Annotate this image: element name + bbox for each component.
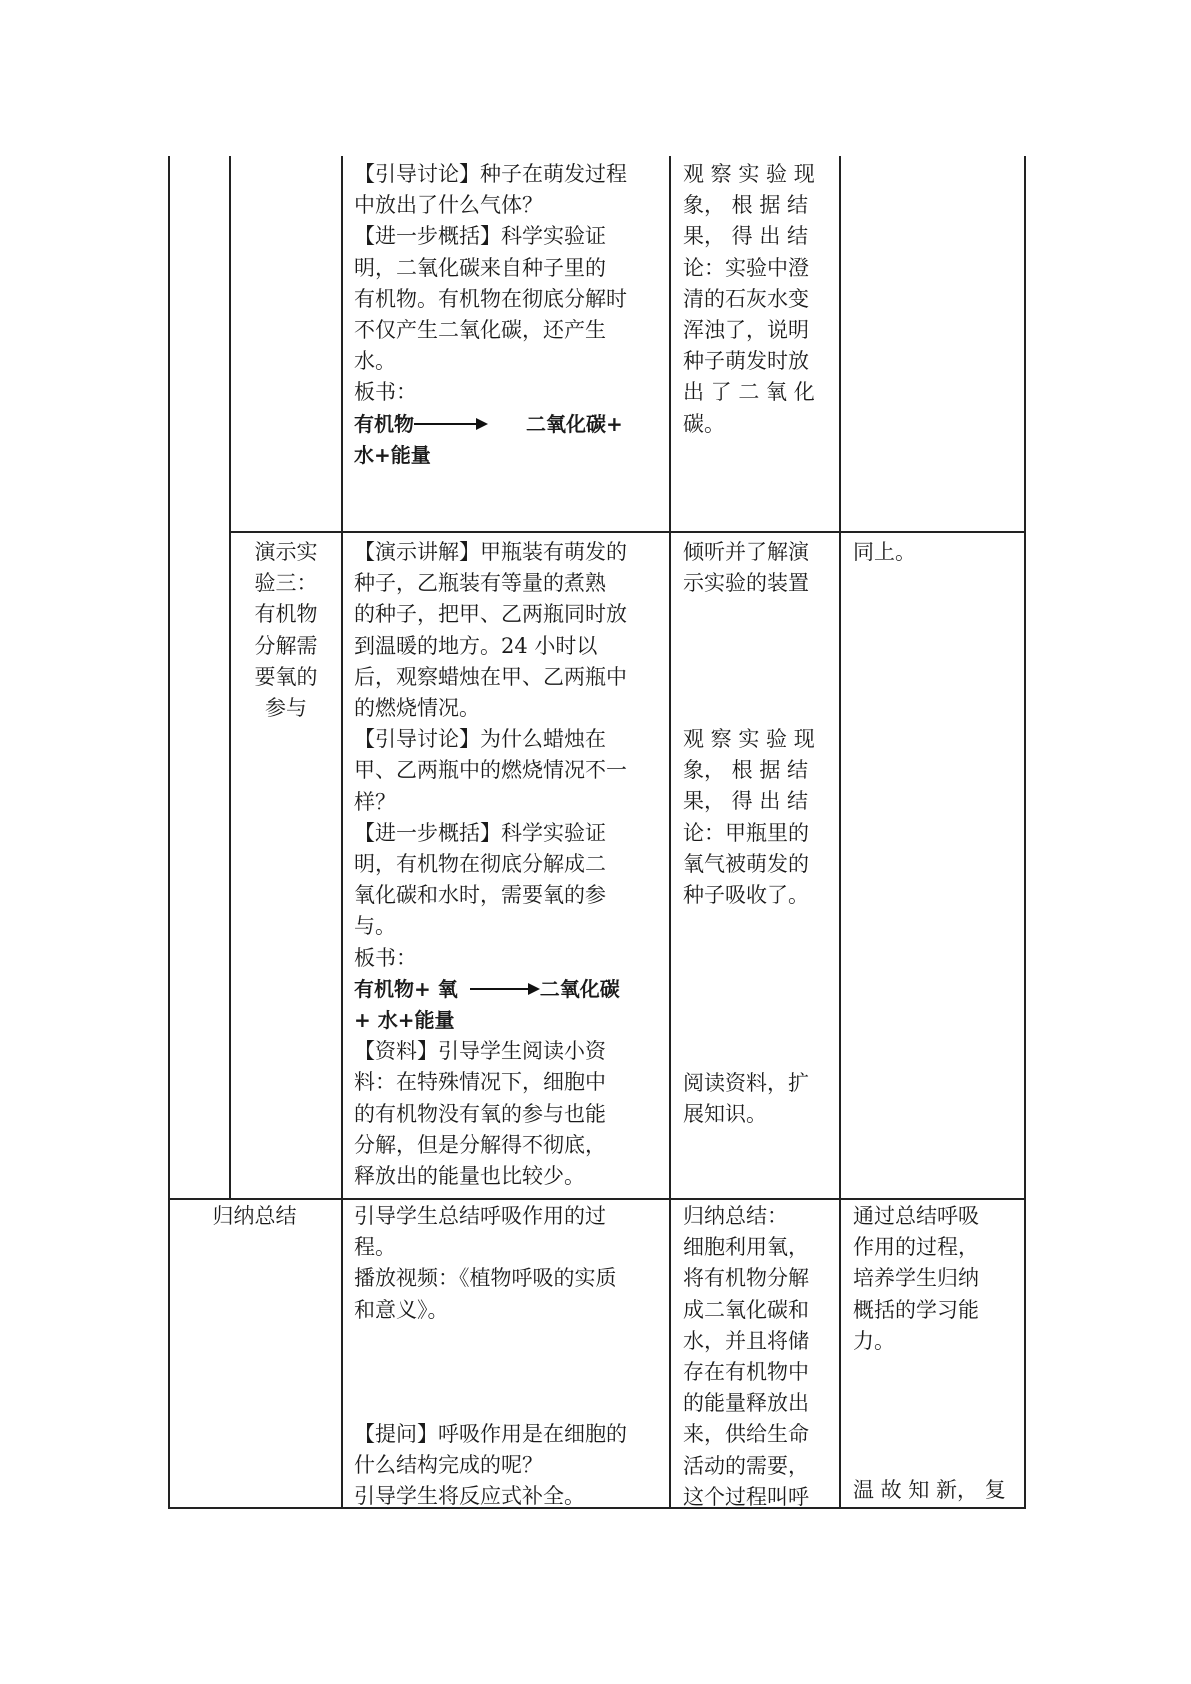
text-line: 成二氧化碳和 <box>683 1297 809 1322</box>
text-line: 象， 根 据 结 <box>683 193 809 218</box>
row1-student-cell <box>683 159 835 440</box>
text-line: 种子萌发时放 <box>683 349 809 374</box>
text-line: 到温暖的地方。24 小时以 <box>354 633 598 658</box>
text-line: 将有机物分解 <box>683 1266 809 1291</box>
row2-student-cell-c <box>683 1068 835 1130</box>
equation-2-line2: + 水+能量 <box>354 1008 455 1033</box>
text-line: 氧气被萌发的 <box>683 851 809 876</box>
text-line: 播放视频：《植物呼吸的实质 <box>354 1266 617 1291</box>
stage-label: 归纳总结 <box>212 1204 297 1228</box>
text-line: 释放出的能量也比较少。 <box>354 1164 585 1189</box>
row2-student-cell-a <box>683 537 835 599</box>
row2-intent-cell <box>853 537 1018 568</box>
text-line: 来，供给生命 <box>683 1422 809 1447</box>
table-border-left <box>168 156 170 1509</box>
row-divider-2 <box>168 1198 1026 1200</box>
text-line: 同上。 <box>853 540 916 564</box>
table-border-process-left <box>341 156 343 1509</box>
text-line: 和意义》。 <box>354 1297 449 1322</box>
text-line: 种子，乙瓶装有等量的煮熟 <box>354 571 606 596</box>
text-line: 阅读资料，扩 <box>683 1071 809 1095</box>
text-line: 示实验的装置 <box>683 571 809 596</box>
text-line: 果， 得 出 结 <box>683 224 809 249</box>
text-line: 料：在特殊情况下，细胞中 <box>354 1070 606 1095</box>
text-line: 什么结构完成的呢？ <box>354 1453 543 1478</box>
text-line: 板书： <box>354 945 417 970</box>
text-line: 存在有机物中 <box>683 1360 809 1385</box>
equation-2-product: 二氧化碳 <box>539 976 620 1001</box>
equation-1-reactant: 有机物 <box>354 411 414 436</box>
row2-substage-cell <box>236 537 336 724</box>
text-line: 参与 <box>265 696 307 721</box>
text-line: 象， 根 据 结 <box>683 758 809 783</box>
equation-1-product: 二氧化碳+ <box>526 411 623 436</box>
text-line: 种子吸收了。 <box>683 883 809 908</box>
text-line: 要氧的 <box>254 664 318 689</box>
text-line: 这个过程叫呼 <box>683 1484 809 1509</box>
text-line: 不仅产生二氧化碳，还产生 <box>354 318 606 343</box>
text-line: 活动的需要， <box>683 1453 809 1478</box>
text-line: 【提问】呼吸作用是在细胞的 <box>354 1422 627 1446</box>
text-line: 的种子，把甲、乙两瓶同时放 <box>354 602 627 627</box>
table-border-student-left <box>669 156 671 1509</box>
text-line: 【引导讨论】种子在萌发过程 <box>354 162 627 186</box>
text-line: 板书： <box>354 380 417 405</box>
text-line: 【进一步概括】科学实验证 <box>354 820 606 845</box>
text-line: 分解，但是分解得不彻底， <box>354 1132 606 1157</box>
text-line: 观 察 实 验 现 <box>683 162 815 186</box>
text-line: 引导学生总结呼吸作用的过 <box>354 1204 606 1228</box>
text-line: 样？ <box>354 789 396 814</box>
text-line: 细胞利用氧， <box>683 1235 809 1260</box>
text-line: 浑浊了，说明 <box>683 318 809 343</box>
text-line: 培养学生归纳 <box>853 1266 979 1291</box>
text-line: 验三： <box>254 571 318 596</box>
row3-process-cell-a <box>354 1201 664 1326</box>
text-line: 有机物 <box>254 602 318 627</box>
table-border-right <box>1024 156 1026 1509</box>
text-line: 与。 <box>354 914 396 939</box>
text-line: 通过总结呼吸 <box>853 1204 979 1228</box>
text-line: 果， 得 出 结 <box>683 789 809 814</box>
row1-process-cell <box>354 159 664 471</box>
table-border-stage-divider <box>229 156 231 1200</box>
text-line: 中放出了什么气体？ <box>354 193 543 218</box>
text-line: 水，并且将储 <box>683 1328 809 1353</box>
equation-2 <box>354 974 664 1005</box>
table-border-intent-left <box>839 156 841 1509</box>
row3-process-cell-b <box>354 1419 664 1513</box>
text-line: 观 察 实 验 现 <box>683 727 815 751</box>
text-line: 力。 <box>853 1328 895 1353</box>
text-line: 【引导讨论】为什么蜡烛在 <box>354 727 606 752</box>
row2-process-cell <box>354 537 664 1192</box>
text-line: 碳。 <box>683 411 725 436</box>
text-line: 的有机物没有氧的参与也能 <box>354 1101 606 1126</box>
arrow-right-icon <box>414 418 488 430</box>
text-line: 概括的学习能 <box>853 1297 979 1322</box>
text-line: 水。 <box>354 349 396 374</box>
text-line: 归纳总结： <box>683 1204 788 1228</box>
text-line: 甲、乙两瓶中的燃烧情况不一 <box>354 758 627 783</box>
text-line: 温 故 知 新， 复 <box>853 1478 1006 1502</box>
text-line: 引导学生将反应式补全。 <box>354 1484 585 1509</box>
text-line: 的燃烧情况。 <box>354 696 480 721</box>
row3-intent-cell-a <box>853 1201 1018 1357</box>
text-line: 演示实 <box>254 540 318 564</box>
text-line: 【进一步概括】科学实验证 <box>354 224 606 249</box>
row-divider-1 <box>229 531 1026 533</box>
text-line: 明，二氧化碳来自种子里的 <box>354 255 606 280</box>
row3-stage-cell <box>172 1201 337 1232</box>
text-line: 【资料】引导学生阅读小资 <box>354 1039 606 1064</box>
text-line: 明，有机物在彻底分解成二 <box>354 852 606 877</box>
text-line: 倾听并了解演 <box>683 540 809 564</box>
text-line: 后，观察蜡烛在甲、乙两瓶中 <box>354 664 627 689</box>
equation-1 <box>354 409 664 440</box>
row3-student-cell <box>683 1201 835 1513</box>
text-line: 出 了 二 氧 化 <box>683 380 815 405</box>
text-line: 程。 <box>354 1235 396 1260</box>
row3-intent-cell-b <box>853 1475 1018 1506</box>
text-line: 作用的过程， <box>853 1235 979 1260</box>
equation-2-reactants: 有机物+ 氧 <box>354 976 458 1001</box>
text-line: 氧化碳和水时，需要氧的参 <box>354 883 606 908</box>
text-line: 展知识。 <box>683 1102 767 1127</box>
text-line: 分解需 <box>254 633 318 658</box>
text-line: 论：甲瓶里的 <box>683 820 809 845</box>
row2-student-cell-b <box>683 724 835 911</box>
text-line: 清的石灰水变 <box>683 286 809 311</box>
text-line: 有机物。有机物在彻底分解时 <box>354 286 627 311</box>
arrow-right-icon <box>470 983 540 995</box>
text-line: 的能量释放出 <box>683 1391 809 1416</box>
text-line: 论：实验中澄 <box>683 255 809 280</box>
text-line: 【演示讲解】甲瓶装有萌发的 <box>354 540 627 564</box>
equation-1-line2: 水+能量 <box>354 442 431 467</box>
